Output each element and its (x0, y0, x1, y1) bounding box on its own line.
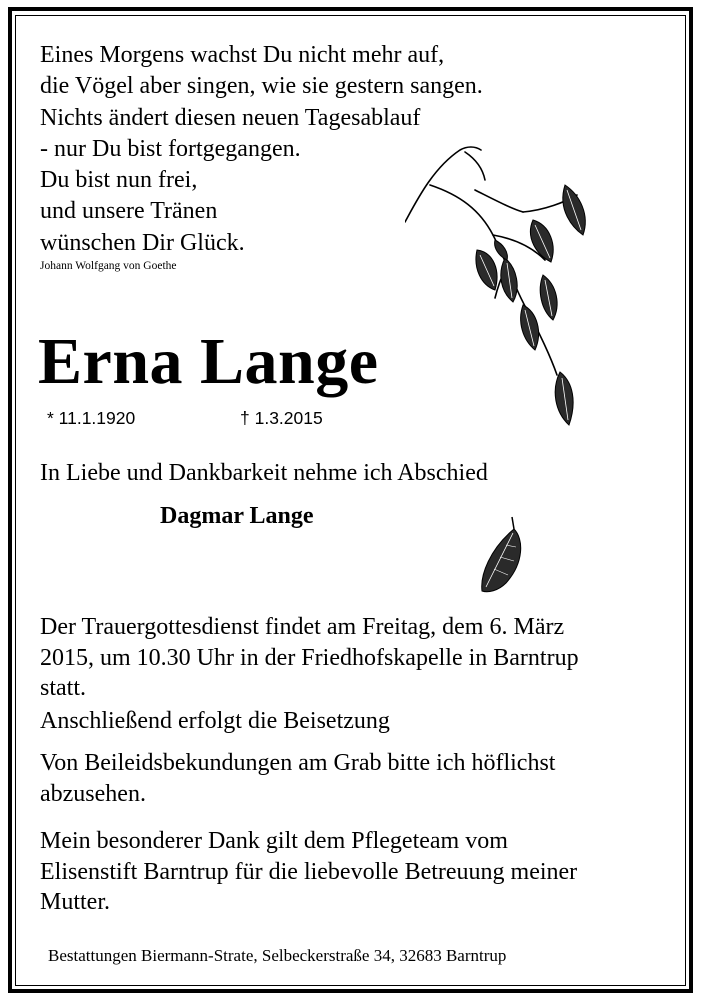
service-announcement (40, 612, 660, 704)
burial-line: Anschließend erfolgt die Beisetzung (40, 708, 390, 734)
thanks-line: Mein besonderer Dank gilt dem Pflegeteam vom (40, 828, 508, 854)
signer-name: Dagmar Lange (160, 503, 314, 529)
falling-leaf-icon (478, 515, 528, 595)
service-line: Der Trauergottesdienst findet am Freitag, dem 6. März (40, 614, 565, 640)
poem-line: die Vögel aber singen, wie sie gestern sangen. (40, 73, 483, 100)
poem-line: Nichts ändert diesen neuen Tagesablauf (40, 104, 421, 131)
thanks-message (40, 826, 660, 918)
condolence-line: Von Beileidsbekundungen am Grab bitte ich höflichst (40, 750, 556, 776)
farewell-text: In Liebe und Dankbarkeit nehme ich Abschied (40, 460, 488, 486)
poem-line: - nur Du bist fortgegangen. (40, 135, 301, 162)
funeral-home-footer: Bestattungen Biermann-Strate, Selbeckerstraße 34, 32683 Barntrup (48, 946, 507, 965)
birth-date: * 11.1.1920 (47, 408, 136, 428)
burial-notice (40, 706, 660, 737)
birch-branch-icon (405, 140, 595, 440)
poem-line: Du bist nun frei, (40, 167, 198, 194)
service-line: 2015, um 10.30 Uhr in der Friedhofskapelle in Barntrup (40, 644, 579, 671)
service-line: statt. (40, 675, 86, 701)
poem-line: Eines Morgens wachst Du nicht mehr auf, (40, 42, 445, 68)
condolence-request (40, 748, 660, 809)
poem-line: und unsere Tränen (40, 198, 218, 225)
poem-line: wünschen Dir Glück. (40, 229, 245, 256)
thanks-line: Elisenstift Barntrup für die liebevolle Betreuung meiner (40, 858, 578, 885)
death-date: † 1.3.2015 (240, 408, 323, 428)
condolence-line: abzusehen. (40, 780, 146, 807)
thanks-line: Mutter. (40, 889, 110, 915)
deceased-name: Erna Lange (38, 325, 379, 398)
poem-attribution: Johann Wolfgang von Goethe (40, 260, 177, 272)
